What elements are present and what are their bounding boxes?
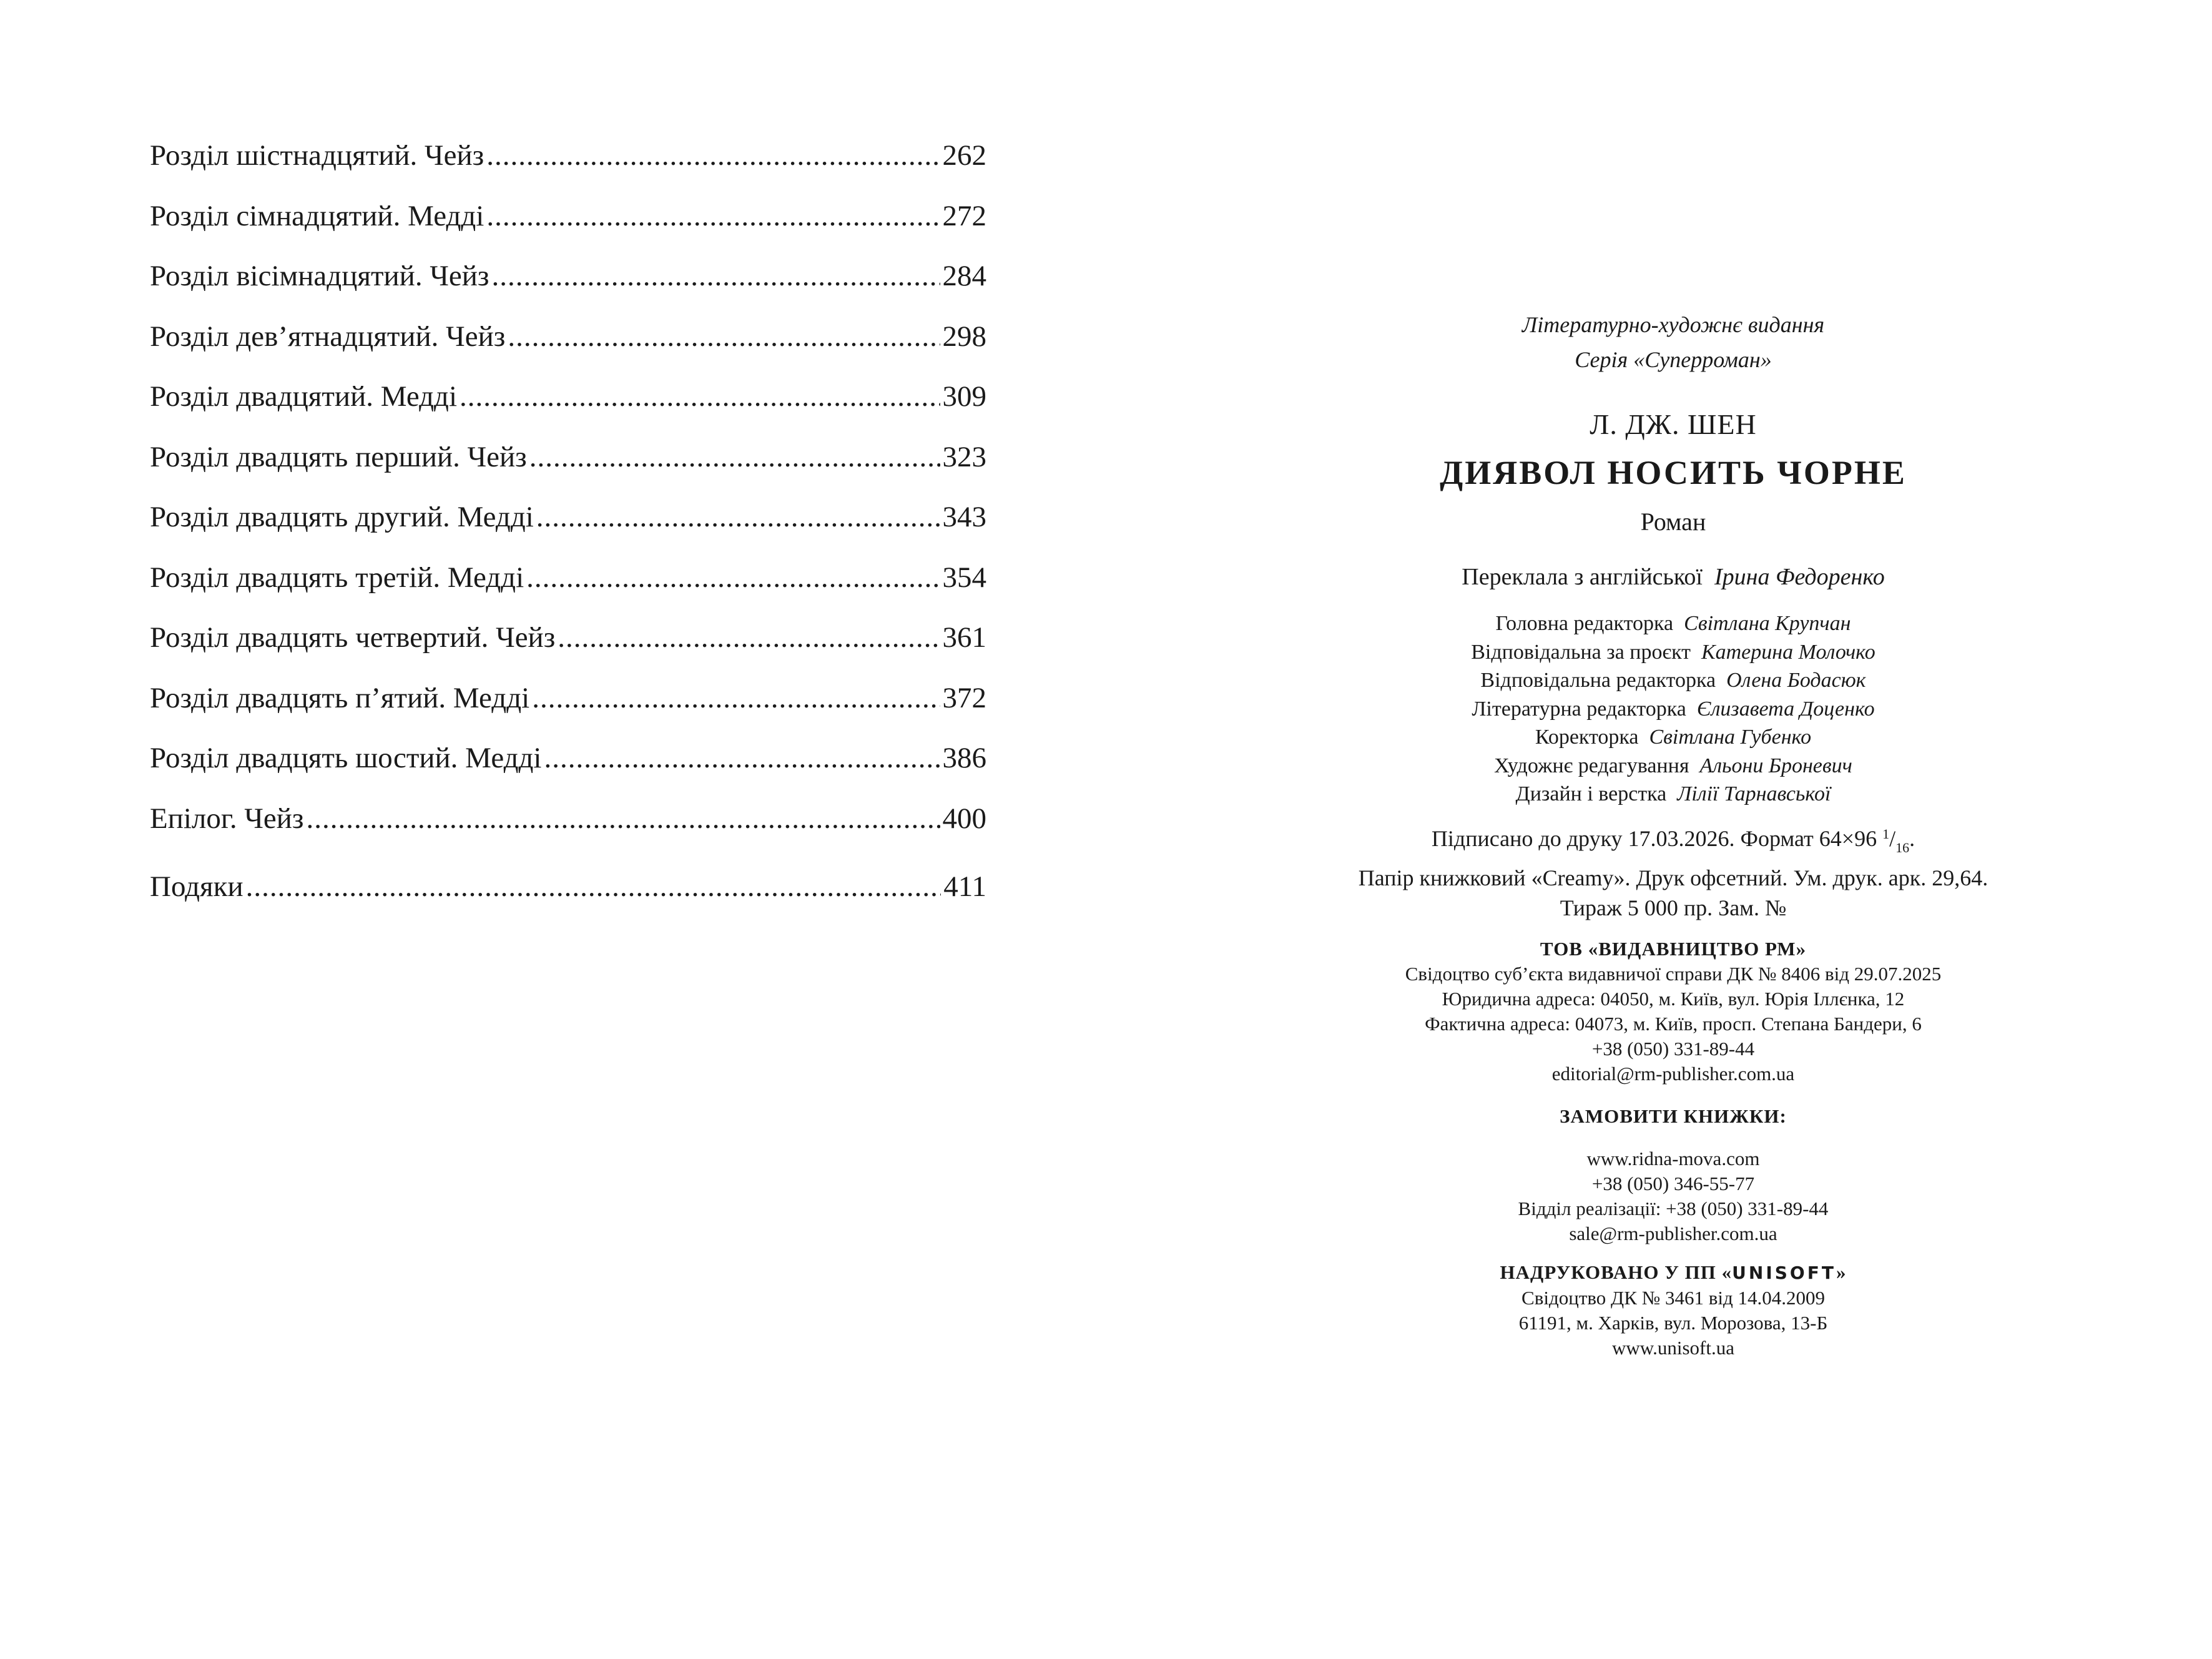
toc-entry — [150, 500, 986, 560]
toc-entry-page: 354 — [942, 561, 986, 594]
publisher-line: Фактична адреса: 04073, м. Київ, просп. Степана Бандери, 6 — [1425, 1013, 1922, 1035]
toc-entry-title: Розділ двадцять перший. Чейз — [150, 440, 527, 473]
toc-entry-title: Розділ двадцять шостий. Медді — [150, 742, 542, 774]
toc-leader-dots — [306, 801, 940, 836]
publisher-line: Юридична адреса: 04050, м. Київ, вул. Юрія Іллєнка, 12 — [1442, 988, 1905, 1010]
publisher-name: ТОВ «ВИДАВНИЦТВО РМ» — [1540, 938, 1807, 960]
print-info-run: Тираж 5 000 пр. Зам. № — [1560, 895, 1787, 920]
genre: Роман — [1640, 508, 1706, 536]
printer-suffix: » — [1836, 1261, 1847, 1283]
publisher-line: Свідоцтво суб’єкта видавничої справи ДК № 8406 від 29.07.2025 — [1405, 963, 1942, 985]
staff-role: Художнє редагування — [1494, 754, 1689, 777]
print-info-paper: Папір книжковий «Creamy». Друк офсетний. Ум. друк. арк. 29,64. — [1358, 865, 1988, 890]
printer-block — [1249, 1260, 2098, 1361]
toc-leader-dots — [491, 258, 940, 293]
translator-role: Переклала з англійської — [1462, 564, 1703, 590]
toc-entry — [150, 620, 986, 681]
toc-entry-title: Розділ вісімнадцятий. Чейз — [150, 260, 489, 292]
toc-entry — [150, 199, 986, 259]
print-info-format: Підписано до друку 17.03.2026. Формат 64×96 $^1/_{16}$. — [1431, 826, 1915, 855]
printer-website: www.unisoft.ua — [1611, 1337, 1735, 1359]
staff-credit — [1249, 695, 2098, 724]
toc-entry-title: Розділ дев’ятнадцятий. Чейз — [150, 320, 506, 353]
staff-name: Світлана Крупчан — [1684, 612, 1851, 635]
staff-name: Світлана Губенко — [1649, 726, 1812, 749]
publisher-phone: +38 (050) 331-89-44 — [1591, 1038, 1755, 1060]
staff-credit — [1249, 666, 2098, 695]
toc-leader-dots — [532, 681, 940, 716]
printer-line: 61191, м. Харків, вул. Морозова, 13-Б — [1518, 1312, 1828, 1334]
toc-leader-dots — [544, 741, 940, 775]
author-name: Л. ДЖ. ШЕН — [1590, 408, 1757, 440]
toc-entry — [150, 379, 986, 440]
toc-entry-title: Розділ шістнадцятий. Чейз — [150, 139, 484, 172]
printer-line: Свідоцтво ДК № 3461 від 14.04.2009 — [1521, 1287, 1825, 1309]
staff-credit — [1249, 638, 2098, 667]
print-info — [1249, 819, 2098, 923]
order-heading: ЗАМОВИТИ КНИЖКИ: — [1560, 1105, 1787, 1127]
toc-leader-dots — [529, 440, 940, 475]
toc-entry — [150, 869, 986, 930]
toc-entry-page: 372 — [942, 681, 986, 714]
order-phone: +38 (050) 346-55-77 — [1591, 1173, 1755, 1194]
toc-entry — [150, 319, 986, 380]
order-website: www.ridna-mova.com — [1586, 1148, 1760, 1169]
toc-leader-dots — [246, 869, 941, 904]
toc-leader-dots — [486, 138, 940, 173]
staff-name: Єлизавета Доценко — [1696, 697, 1875, 721]
toc-entry-page: 411 — [943, 870, 986, 903]
print-info-line-end: . — [1909, 826, 1915, 851]
toc-entry-page: 272 — [942, 199, 986, 232]
staff-name: Катерина Молочко — [1701, 640, 1875, 664]
toc-entry — [150, 681, 986, 741]
book-title: ДИЯВОЛ НОСИТЬ ЧОРНЕ — [1440, 454, 1907, 491]
staff-credit — [1249, 609, 2098, 638]
staff-credits — [1249, 609, 2098, 809]
toc-entry-page: 284 — [942, 260, 986, 292]
series-block — [1249, 307, 2098, 377]
toc-entry — [150, 741, 986, 801]
toc-leader-dots — [486, 199, 940, 234]
staff-credit — [1249, 780, 2098, 809]
table-of-contents — [150, 138, 986, 930]
publisher-email: editorial@rm-publisher.com.ua — [1551, 1063, 1795, 1085]
toc-leader-dots — [460, 379, 940, 414]
format-fraction-numerator: 1 — [1882, 826, 1890, 842]
toc-leader-dots — [508, 319, 940, 354]
printer-brand: UNISOFT — [1732, 1263, 1836, 1283]
staff-role: Відповідальна редакторка — [1480, 669, 1716, 692]
staff-credit — [1249, 752, 2098, 780]
series-name: Серія «Суперроман» — [1575, 347, 1772, 372]
translator-name: Ірина Федоренко — [1714, 564, 1885, 590]
toc-entry-page: 400 — [942, 802, 986, 835]
toc-entry-title: Розділ двадцять другий. Медді — [150, 501, 534, 533]
printer-prefix: НАДРУКОВАНО У ПП « — [1500, 1261, 1733, 1283]
staff-role: Головна редакторка — [1495, 612, 1674, 635]
toc-entry-title: Подяки — [150, 870, 243, 903]
toc-entry — [150, 801, 986, 862]
toc-entry-page: 323 — [942, 440, 986, 473]
toc-entry-page: 309 — [942, 380, 986, 413]
toc-entry — [150, 138, 986, 199]
toc-entry-title: Епілог. Чейз — [150, 802, 304, 835]
staff-name: Олена Бодасюк — [1726, 669, 1866, 692]
staff-name: Лілії Тарнавської — [1677, 782, 1831, 805]
toc-entry-title: Розділ двадцятий. Медді — [150, 380, 458, 413]
publisher-block — [1249, 937, 2098, 1086]
staff-role: Коректорка — [1535, 726, 1639, 749]
order-sales-phone: Відділ реалізації: +38 (050) 331-89-44 — [1518, 1198, 1829, 1219]
toc-entry-title: Розділ двадцять п’ятий. Медді — [150, 681, 530, 714]
toc-entry-page: 343 — [942, 501, 986, 533]
spacer — [1249, 1129, 2098, 1146]
toc-leader-dots — [526, 560, 940, 595]
print-info-line: Підписано до друку 17.03.2026. Формат 64×96 — [1431, 826, 1877, 851]
translator-credit — [1249, 559, 2098, 594]
order-email: sale@rm-publisher.com.ua — [1569, 1223, 1777, 1244]
toc-entry — [150, 258, 986, 319]
edition-type: Літературно-художнє видання — [1521, 312, 1825, 337]
order-block — [1249, 1104, 2098, 1246]
toc-leader-dots — [536, 500, 940, 534]
toc-entry — [150, 560, 986, 621]
toc-entry-page: 298 — [942, 320, 986, 353]
printer-name — [1249, 1260, 2098, 1286]
staff-credit — [1249, 723, 2098, 752]
staff-role: Дизайн і верстка — [1515, 782, 1667, 805]
staff-role: Відповідальна за проєкт — [1471, 640, 1691, 664]
toc-leader-dots — [558, 620, 940, 655]
toc-entry-page: 361 — [942, 621, 986, 654]
toc-entry-page: 262 — [942, 139, 986, 172]
toc-entry-title: Розділ сімнадцятий. Медді — [150, 199, 484, 232]
toc-entry-title: Розділ двадцять третій. Медді — [150, 561, 524, 594]
toc-entry-page: 386 — [942, 742, 986, 774]
toc-entry — [150, 440, 986, 500]
toc-entry-title: Розділ двадцять четвертий. Чейз — [150, 621, 556, 654]
staff-role: Літературна редакторка — [1472, 697, 1686, 721]
staff-name: Альони Броневич — [1699, 754, 1852, 777]
format-fraction-denominator: 16 — [1895, 840, 1910, 855]
